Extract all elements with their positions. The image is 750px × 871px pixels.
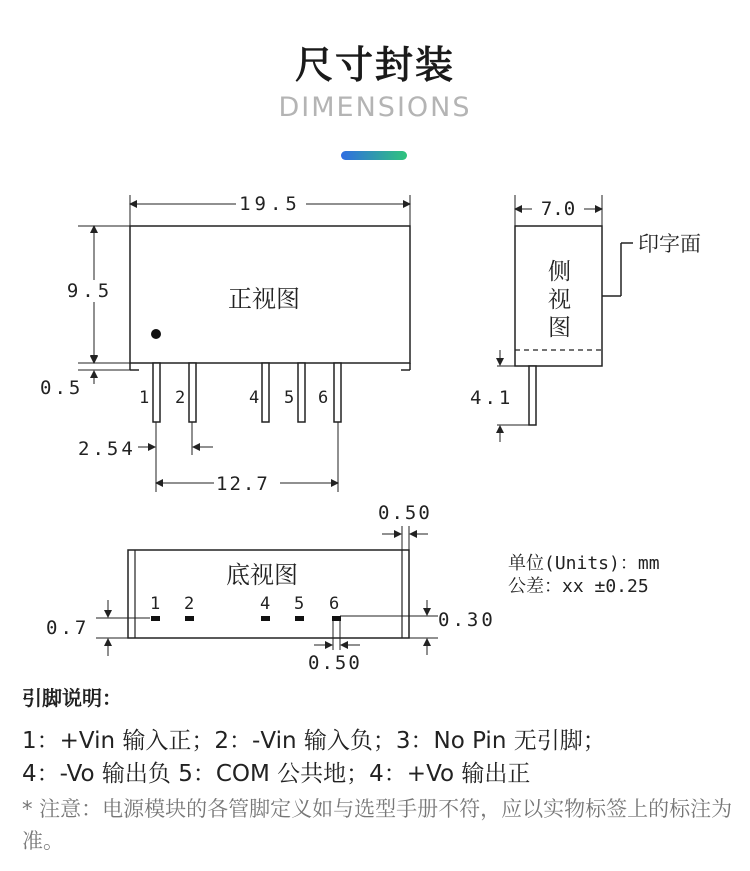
front-width-label: 19.5 xyxy=(239,193,301,215)
units-line: 单位(Units)：mm xyxy=(508,553,660,574)
pad-2 xyxy=(185,616,194,621)
side-width-label: 7.0 xyxy=(540,198,576,220)
pin-label-6: 6 xyxy=(318,388,329,408)
bottom-pin-label-5: 5 xyxy=(294,594,305,614)
pin-label-5: 5 xyxy=(284,388,295,408)
bottom-pad-edge-label: 0.50 xyxy=(308,652,362,674)
bottom-view-title: 底视图 xyxy=(226,561,298,589)
pin-1 xyxy=(153,363,160,422)
bottom-pin-label-2: 2 xyxy=(184,594,195,614)
pin-description-title: 引脚说明： xyxy=(22,686,122,710)
front-height-label: 9.5 xyxy=(66,280,114,302)
side-view-title-1: 侧 xyxy=(548,259,571,285)
pin-description-line-2: 4：-Vo 输出负 5：COM 公共地；4：+Vo 输出正 xyxy=(22,761,531,787)
side-pin-length-label: 4.1 xyxy=(470,387,514,409)
front-standoff-label: 0.5 xyxy=(40,377,84,399)
pin-span-label: 12.7 xyxy=(216,473,270,495)
bottom-pad-height-label: 0.7 xyxy=(46,617,90,639)
side-pin xyxy=(529,366,536,425)
pin-2 xyxy=(189,363,196,422)
pin-label-2: 2 xyxy=(175,388,186,408)
bottom-view xyxy=(96,526,438,656)
side-view-title-2: 视 xyxy=(548,287,571,313)
bottom-pin-label-1: 1 xyxy=(150,594,161,614)
pin-4 xyxy=(262,363,269,422)
front-view-title: 正视图 xyxy=(228,285,300,313)
bottom-pad-width-label: 0.50 xyxy=(378,502,432,524)
pad-4 xyxy=(261,616,270,621)
pad-6 xyxy=(332,616,341,621)
bottom-pin-label-6: 6 xyxy=(329,594,340,614)
pin-label-1: 1 xyxy=(139,388,150,408)
pad-5 xyxy=(295,616,304,621)
pin-description-line-1: 1：+Vin 输入正；2：-Vin 输入负；3：No Pin 无引脚； xyxy=(22,728,606,754)
tolerance-line: 公差：xx ±0.25 xyxy=(508,576,649,597)
pin-5 xyxy=(298,363,305,422)
pin-pitch-label: 2.54 xyxy=(78,438,136,460)
page-title: 尺寸封装 xyxy=(294,43,455,87)
side-view-title-3: 图 xyxy=(548,315,571,341)
pin-6 xyxy=(334,363,341,422)
page-subtitle: DIMENSIONS xyxy=(278,92,472,123)
note-text: * 注意：电源模块的各管脚定义如与选型手册不符，应以实物标签上的标注为准。 xyxy=(22,797,733,853)
pad-1 xyxy=(151,616,160,621)
bottom-pad-spacing-label: 0.30 xyxy=(438,609,496,631)
pin1-marker-dot xyxy=(151,329,161,339)
pin-label-4: 4 xyxy=(249,388,260,408)
bottom-pin-label-4: 4 xyxy=(260,594,271,614)
print-face-label: 印字面 xyxy=(638,232,701,256)
